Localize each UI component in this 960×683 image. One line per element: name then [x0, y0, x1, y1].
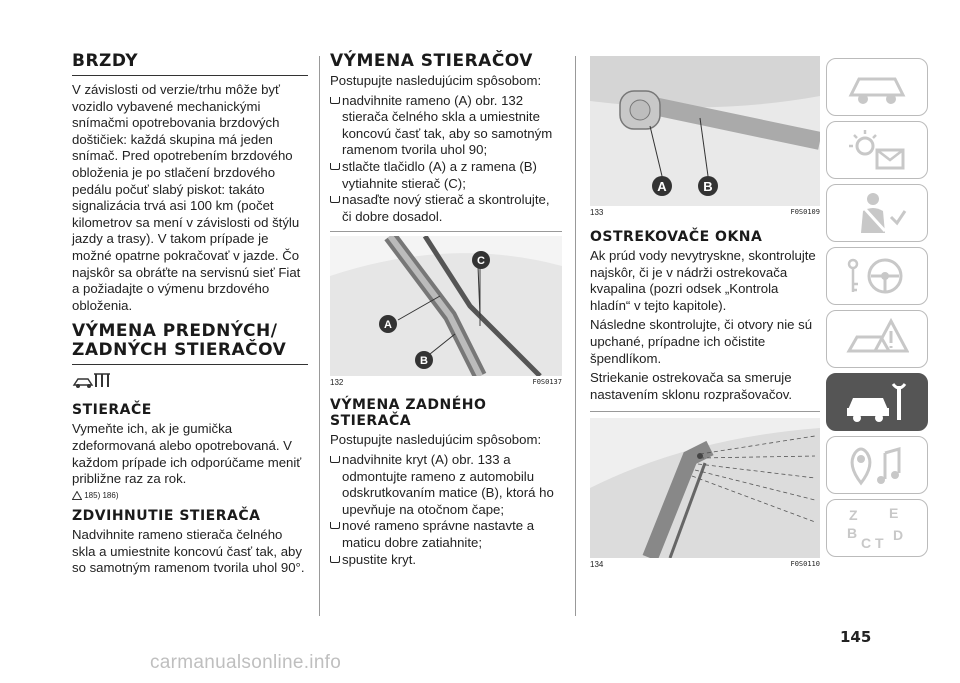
figure-132-label-c: C — [477, 255, 485, 268]
watermark[interactable]: carmanualsonline.info — [150, 652, 342, 673]
figure-132-number: 132 — [330, 378, 344, 388]
index-letter: E — [889, 506, 899, 521]
key-steering-icon — [845, 254, 909, 298]
figure-133-code: F0S0109 — [790, 208, 820, 216]
figure-133-label-a: A — [657, 179, 667, 194]
chapter-tabs — [826, 58, 930, 562]
figure-132-code: F0S0137 — [532, 378, 562, 387]
paragraph-postup-2: Postupujte nasledujúcim spôsobom: — [330, 432, 542, 448]
figure-134-code: F0S0110 — [790, 560, 820, 569]
list-item: stlačte tlačidlo (A) a z ramena (B) vytiahnite stierač (C); — [330, 159, 562, 192]
figure-132-label-a: A — [384, 319, 392, 332]
steps-list — [330, 93, 562, 226]
index-letter: C — [861, 535, 872, 550]
tab-lights-messages[interactable] — [826, 121, 928, 179]
heading-zdvihnutie: ZDVIHNUTIE STIERAČA — [72, 508, 261, 525]
paragraph-brzdy: V závislosti od verzie/trhu môže byť vozidlo vybavené mechanickými snímačmi opotrebovania brzdových doštičiek: každá skupina má jeden snímač. Pred opotrebením brzdového obloženia je po stlačení brzdového pedálu počuť slabý piskot: takáto signalizácia trvá asi 100 km (počet kilometrov sa mení v závislosti od štýlu jazdy a trasy). V takom prípade je možné opatrne pokračovať v jazde. Čo najskôr sa obráťte na servisnú sieť Fiat a požiadajte o výmenu brzdového obloženia. — [72, 82, 301, 313]
column-2 — [330, 52, 562, 568]
heading-vymena-stieracov-2: VÝMENA STIERAČOV — [330, 51, 533, 71]
paragraph-stierace: Vymeňte ich, ak je gumička zdeformovaná alebo opotrebovaná. V každom prípade ich odporúčame meniť približne raz za rok. — [72, 421, 302, 487]
warning-triangle-icon — [72, 491, 82, 500]
index-letter: D — [893, 527, 904, 543]
heading-vymena-zadneho: VÝMENA ZADNÉHO STIERAČA — [330, 397, 487, 430]
paragraph-ostrekovace-2: Následne skontrolujte, či otvory nie sú upchané, prípadne ich očistite špendlíkom. — [590, 317, 813, 366]
column-3 — [590, 52, 820, 569]
figure-132-caption — [330, 378, 562, 387]
list-item: nové rameno správne nastavte a maticu dobre zatiahnite; — [330, 518, 562, 551]
column-separator-2 — [575, 56, 576, 616]
car-service-icon — [72, 371, 308, 394]
figure-134 — [590, 411, 820, 569]
warning-refs-text: 185) 186) — [84, 490, 119, 500]
figure-133-number: 133 — [590, 208, 604, 217]
figure-134-number: 134 — [590, 560, 604, 570]
heading-stierace: STIERAČE — [72, 402, 152, 419]
list-item: nadvihnite rameno (A) obr. 132 stierača čelného skla a umiestnite koncovú časť tak, aby so samotným ramenom tvorila uhol 90; — [330, 93, 562, 159]
warning-road-icon — [845, 317, 909, 361]
sun-envelope-icon — [845, 128, 909, 172]
tab-maintenance[interactable] — [826, 373, 928, 431]
tab-safety[interactable] — [826, 184, 928, 242]
page-number: 145 — [840, 628, 872, 646]
heading-vymena-stieracov: VÝMENA PREDNÝCH/ ZADNÝCH STIERAČOV — [72, 322, 308, 365]
tab-emergency[interactable] — [826, 310, 928, 368]
paragraph-ostrekovace-3: Striekanie ostrekovača sa smeruje nastavením sklonu rozprašovačov. — [590, 370, 793, 402]
figure-132-label-b: B — [420, 355, 428, 368]
tab-starting-driving[interactable] — [826, 247, 928, 305]
figure-133-caption — [590, 208, 820, 217]
heading-ostrekovace: OSTREKOVAČE OKNA — [590, 229, 763, 245]
car-wrench-icon — [845, 380, 909, 424]
warning-references — [72, 491, 308, 500]
location-music-icon — [845, 443, 909, 487]
figure-133 — [590, 56, 820, 217]
car-dashboard-icon — [845, 65, 909, 109]
tab-dashboard[interactable] — [826, 58, 928, 116]
wiper-blade-illustration — [330, 236, 562, 376]
seatbelt-icon — [845, 191, 909, 235]
index-letter: Z — [849, 507, 858, 523]
figure-134-caption — [590, 560, 820, 569]
column-1 — [72, 52, 308, 580]
index-letter: B — [847, 525, 858, 541]
figure-133-label-b: B — [703, 179, 713, 194]
tab-index[interactable] — [826, 499, 928, 557]
washer-nozzle-illustration — [590, 418, 820, 558]
heading-brzdy: BRZDY — [72, 52, 308, 76]
tab-multimedia[interactable] — [826, 436, 928, 494]
index-letters-icon — [845, 506, 909, 550]
index-letter: T — [875, 535, 884, 550]
paragraph-ostrekovace-1: Ak prúd vody nevytryskne, skontrolujte najskôr, či je v nádrži ostrekovača kvapalina (pozri odsek „Kontrola hladín“ v tejto kapitole). — [590, 248, 816, 313]
figure-132 — [330, 231, 562, 387]
list-item: spustite kryt. — [330, 552, 562, 569]
paragraph-zdvihnutie: Nadvihnite rameno stierača čelného skla a umiestnite koncovú časť tak, aby so samotným ramenom tvorila uhol 90°. — [72, 527, 305, 576]
steps-list-2 — [330, 452, 562, 568]
list-item: nasaďte nový stierač a skontrolujte, či dobre dosadol. — [330, 192, 562, 225]
list-item: nadvihnite kryt (A) obr. 133 a odmontujte rameno z automobilu odskrutkovaním matice (B), ktorá ho upevňuje na otočnom čape; — [330, 452, 562, 518]
paragraph-postup: Postupujte nasledujúcim spôsobom: — [330, 73, 542, 88]
rear-wiper-illustration — [590, 56, 820, 206]
column-separator-1 — [319, 56, 320, 616]
